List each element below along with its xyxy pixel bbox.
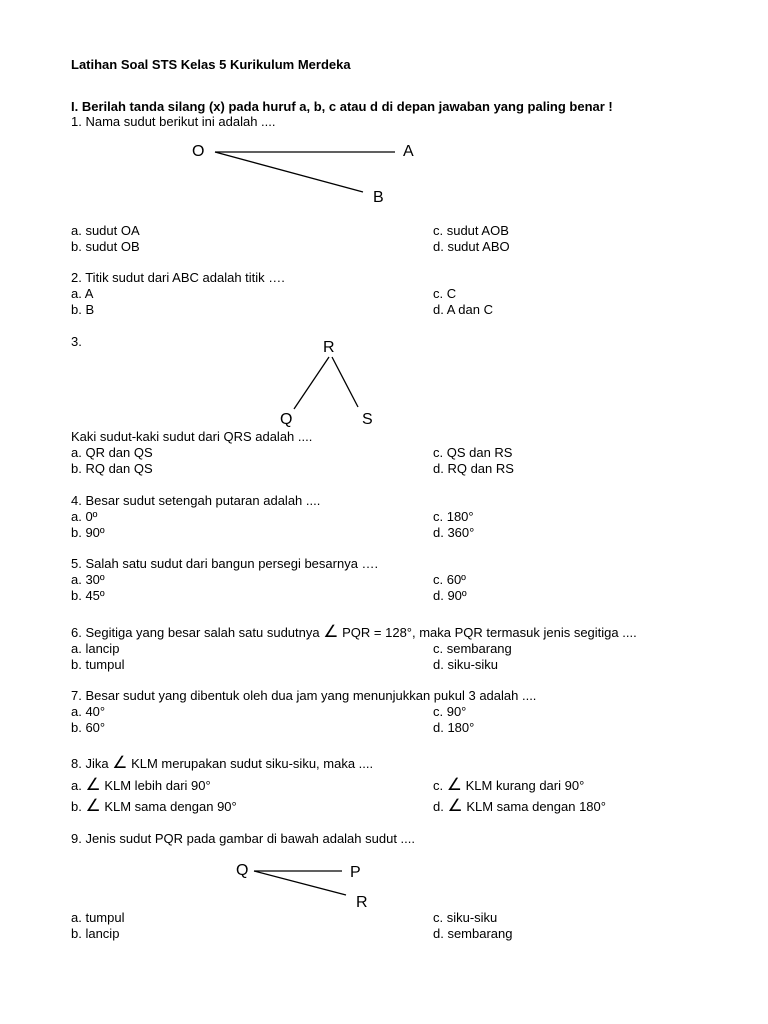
q8-option-c: [433, 777, 584, 794]
q6-option-a: a. lancip: [71, 641, 120, 656]
question-7-text: 7. Besar sudut yang dibentuk oleh dua jam yang menunjukkan pukul 3 adalah ....: [71, 688, 537, 703]
q2-option-d: d. A dan C: [433, 302, 493, 317]
q8-text-post: KLM merupakan sudut siku-siku, maka ....: [131, 756, 374, 771]
q5-option-b: b. 45º: [71, 588, 105, 603]
question-6-text: [71, 624, 637, 641]
point-label-r: R: [356, 894, 368, 911]
q7-option-d: d. 180°: [433, 720, 475, 735]
question-8-text: [71, 755, 373, 772]
q7-option-c: c. 90°: [433, 704, 467, 719]
q9-option-c: c. siku-siku: [433, 910, 498, 925]
point-label-b: B: [373, 189, 384, 206]
angle-figure-3: [270, 335, 385, 430]
q8-option-b-letter: b.: [71, 799, 82, 814]
ray-rq: [294, 357, 329, 409]
q8-option-a-text: KLM lebih dari 90°: [104, 778, 211, 793]
q9-option-a: a. tumpul: [71, 910, 125, 925]
question-2-text: 2. Titik sudut dari ABC adalah titik ….: [71, 270, 285, 285]
q3-option-d: d. RQ dan RS: [433, 461, 514, 476]
point-label-p: P: [350, 864, 361, 881]
q4-option-c: c. 180°: [433, 509, 474, 524]
q1-option-c: c. sudut AOB: [433, 223, 509, 238]
point-label-s: S: [362, 411, 373, 428]
point-label-q: Q: [236, 862, 249, 879]
question-9-text: 9. Jenis sudut PQR pada gambar di bawah adalah sudut ....: [71, 831, 415, 846]
q7-option-a: a. 40°: [71, 704, 106, 719]
q5-option-d: d. 90º: [433, 588, 467, 603]
point-label-q: Q: [280, 411, 293, 428]
q6-option-b: b. tumpul: [71, 657, 125, 672]
angle-figure-1: [185, 132, 430, 212]
q8-option-d-text: KLM sama dengan 180°: [466, 799, 606, 814]
question-4-text: 4. Besar sudut setengah putaran adalah ....: [71, 493, 321, 508]
q8-option-b: [71, 798, 237, 815]
q2-option-a: a. A: [71, 286, 94, 301]
q8-option-b-text: KLM sama dengan 90°: [104, 799, 237, 814]
q2-option-b: b. B: [71, 302, 95, 317]
q7-option-b: b. 60°: [71, 720, 106, 735]
ray-qr: [254, 871, 346, 895]
q2-option-c: c. C: [433, 286, 457, 301]
instruction-text: I. Berilah tanda silang (x) pada huruf a, b, c atau d di depan jawaban yang paling benar !: [71, 99, 613, 114]
question-1-text: 1. Nama sudut berikut ini adalah ....: [71, 114, 276, 129]
q9-option-d: d. sembarang: [433, 926, 513, 941]
q3-option-b: b. RQ dan QS: [71, 461, 153, 476]
q9-option-b: b. lancip: [71, 926, 120, 941]
q3-option-c: c. QS dan RS: [433, 445, 513, 460]
q4-option-b: b. 90º: [71, 525, 105, 540]
q8-option-a-letter: a.: [71, 778, 82, 793]
q8-option-c-letter: c.: [433, 778, 444, 793]
point-label-r: R: [323, 339, 335, 356]
angle-symbol-icon: ∠: [447, 796, 463, 815]
q6-text-post: PQR = 128°, maka PQR termasuk jenis segitiga ....: [342, 625, 637, 640]
question-5-text: 5. Salah satu sudut dari bangun persegi besarnya ….: [71, 556, 379, 571]
q1-option-d: d. sudut ABO: [433, 239, 510, 254]
ray-rs: [332, 357, 358, 407]
q8-option-d: [433, 798, 606, 815]
q6-option-c: c. sembarang: [433, 641, 512, 656]
page-title: Latihan Soal STS Kelas 5 Kurikulum Merdeka: [71, 57, 351, 72]
q6-option-d: d. siku-siku: [433, 657, 499, 672]
angle-figure-9: [230, 855, 380, 915]
question-3-number: 3.: [71, 334, 82, 349]
angle-symbol-icon: ∠: [85, 775, 101, 794]
q8-text-pre: 8. Jika: [71, 756, 109, 771]
q8-option-c-text: KLM kurang dari 90°: [465, 778, 585, 793]
angle-symbol-icon: ∠: [112, 753, 128, 772]
q1-option-b: b. sudut OB: [71, 239, 140, 254]
q8-option-d-letter: d.: [433, 799, 444, 814]
q6-text-pre: 6. Segitiga yang besar salah satu sudutnya: [71, 625, 320, 640]
q4-option-a: a. 0º: [71, 509, 98, 524]
angle-symbol-icon: ∠: [446, 775, 462, 794]
angle-symbol-icon: ∠: [85, 796, 101, 815]
q1-option-a: a. sudut OA: [71, 223, 140, 238]
q5-option-a: a. 30º: [71, 572, 105, 587]
angle-symbol-icon: ∠: [323, 622, 339, 641]
question-3-text: Kaki sudut-kaki sudut dari QRS adalah ....: [71, 429, 313, 444]
point-label-a: A: [403, 143, 414, 160]
q3-option-a: a. QR dan QS: [71, 445, 153, 460]
ray-ob: [215, 152, 363, 192]
q5-option-c: c. 60º: [433, 572, 466, 587]
q8-option-a: [71, 777, 211, 794]
point-label-o: O: [192, 143, 205, 160]
q4-option-d: d. 360°: [433, 525, 475, 540]
